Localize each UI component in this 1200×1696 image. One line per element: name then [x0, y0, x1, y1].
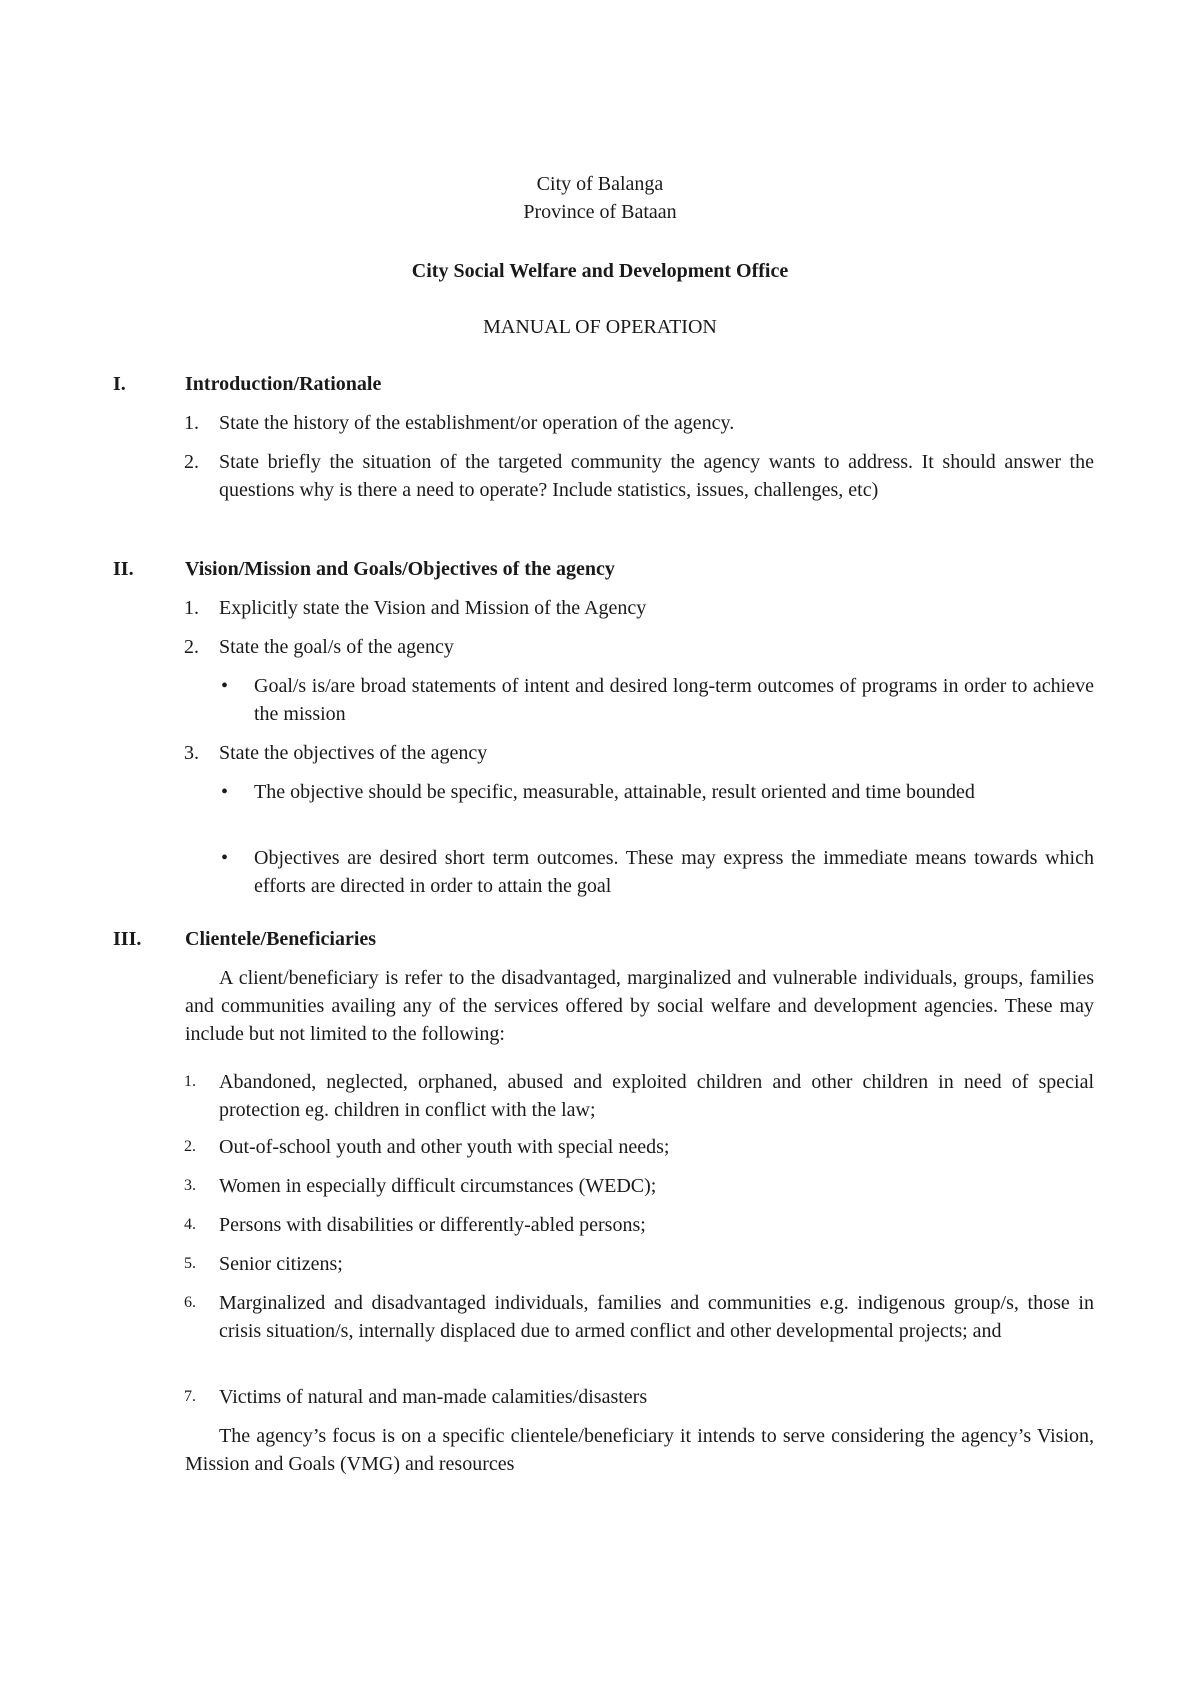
bullet-icon: • [221, 781, 229, 803]
list-item: Senior citizens; [219, 1253, 343, 1275]
bullet-item: Objectives are desired short term outcomes. These may express the immediate means towards which efforts are directed in order to attain the goal [254, 847, 1094, 897]
list-number: 2. [184, 451, 199, 473]
list-number: 1. [184, 412, 199, 434]
list-number: 4. [184, 1216, 196, 1233]
list-item: State the history of the establishment/or operation of the agency. [219, 412, 735, 434]
section-3-number: III. [113, 928, 142, 950]
section-3-closing: The agency’s focus is on a specific clientele/beneficiary it intends to serve considering the agency’s Vision, Mission and Goals (VMG) and resources [185, 1425, 1094, 1475]
list-item: State the objectives of the agency [219, 742, 488, 764]
section-1-title: Introduction/Rationale [185, 373, 382, 395]
office-title: City Social Welfare and Development Office [411, 260, 789, 282]
list-item: Explicitly state the Vision and Mission of the Agency [219, 597, 647, 619]
city-name: City of Balanga [536, 173, 664, 195]
manual-title: MANUAL OF OPERATION [483, 316, 717, 338]
list-item: Out-of-school youth and other youth with special needs; [219, 1136, 670, 1158]
list-number: 7. [184, 1388, 196, 1405]
list-number: 3. [184, 1177, 196, 1194]
list-item: Abandoned, neglected, orphaned, abused and exploited children and other children in need of special protection eg. children in conflict with the law; [219, 1071, 1094, 1121]
province-name: Province of Bataan [523, 201, 677, 223]
list-number: 1. [184, 1073, 196, 1090]
list-item: State briefly the situation of the targeted community the agency wants to address. It should answer the questions why is there a need to operate? Include statistics, issues, challenges, etc) [219, 451, 1094, 501]
list-number: 3. [184, 742, 199, 764]
list-item: Marginalized and disadvantaged individuals, families and communities e.g. indigenous group/s, those in crisis situation/s, internally displaced due to armed conflict and other developmental projects; and [219, 1292, 1094, 1342]
list-number: 2. [184, 636, 199, 658]
section-2-number: II. [113, 558, 134, 580]
section-3-title: Clientele/Beneficiaries [185, 928, 377, 950]
bullet-icon: • [221, 675, 229, 697]
list-number: 2. [184, 1138, 196, 1155]
section-3-intro: A client/beneficiary is refer to the disadvantaged, marginalized and vulnerable individuals, groups, families and communities availing any of the services offered by social welfare and development agencies. These may include but not limited to the following: [185, 967, 1094, 1045]
list-item: State the goal/s of the agency [219, 636, 454, 658]
bullet-item: The objective should be specific, measurable, attainable, result oriented and time bounded [254, 781, 975, 803]
list-number: 1. [184, 597, 199, 619]
list-number: 6. [184, 1294, 196, 1311]
list-item: Persons with disabilities or differently-abled persons; [219, 1214, 646, 1236]
list-item: Women in especially difficult circumstances (WEDC); [219, 1175, 657, 1197]
section-1-number: I. [113, 373, 126, 395]
section-2-title: Vision/Mission and Goals/Objectives of the agency [185, 558, 615, 580]
bullet-icon: • [221, 847, 229, 869]
list-item: Victims of natural and man-made calamities/disasters [219, 1386, 648, 1408]
list-number: 5. [184, 1255, 196, 1272]
bullet-item: Goal/s is/are broad statements of intent and desired long-term outcomes of programs in order to achieve the mission [254, 675, 1094, 725]
